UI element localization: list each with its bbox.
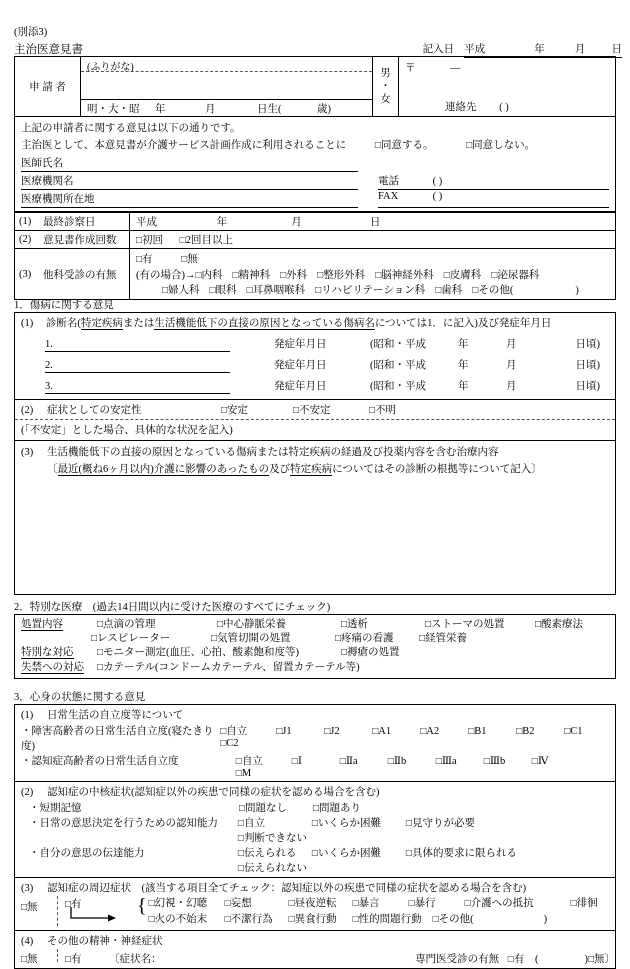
communication-ability-options [238, 845, 615, 875]
treatment-tail: についてはその診断の根拠等について記入〕 [332, 464, 542, 475]
dept-jibiinkoka-checkbox[interactable]: □ 耳鼻咽喉科 [247, 285, 306, 296]
stability-unknown-checkbox[interactable]: □ 不明 [369, 402, 396, 417]
med-dialysis-checkbox[interactable]: □ 透析 [341, 618, 425, 632]
arrow-right-icon [70, 907, 118, 923]
med-tube-feeding-checkbox[interactable]: □ 経管栄養 [419, 632, 467, 646]
dei-b1-checkbox[interactable]: □ B1 [468, 726, 516, 737]
contact-field[interactable] [445, 99, 509, 114]
dei-a2-checkbox[interactable]: □ A2 [420, 726, 468, 737]
tel-input[interactable] [378, 173, 609, 190]
bpsd-unclean-behavior-checkbox[interactable]: □ 不潔行為 [225, 912, 289, 928]
dei-b2-checkbox[interactable]: □ B2 [516, 726, 564, 737]
birth-era-options: 明・大・昭 [87, 103, 140, 115]
dementia-elderly-independence-label: ・認知症高齢者の日常生活自立度 [21, 756, 179, 767]
institution-row [21, 173, 609, 190]
other-psych-vertical-divider [57, 949, 58, 962]
treatment-content-items-line2-row [15, 632, 615, 646]
consent-disagree-checkbox[interactable]: □ 同意しない。 [466, 140, 535, 151]
applicant-name-input[interactable] [81, 72, 372, 99]
treatment-bracket-open: 〔 [47, 464, 58, 475]
section1-box [14, 312, 616, 595]
last-exam-month-unit: 月 [291, 217, 302, 228]
other-psych-none-checkbox[interactable]: □ 無 [21, 951, 57, 966]
sex-male-label: 男 [380, 67, 391, 79]
dei-c1-checkbox[interactable]: □ C1 [564, 726, 612, 737]
doctor-name-input[interactable]: 医師氏名 [21, 155, 358, 172]
contact-label: 連絡先 [445, 102, 477, 113]
onset-label-3: 発症年月日 [274, 381, 327, 392]
entry-date-day-unit: 日 [611, 44, 622, 55]
med-monitor-measurement-checkbox[interactable]: □ モニター測定(血圧、心拍、酸素飽和度等) [97, 646, 341, 660]
core-symptoms-title: 認知症の中核症状(認知症以外の疾患で同様の症状を認める場合を含む) [47, 787, 380, 798]
applicant-row [15, 57, 615, 117]
ca-limited-to-specific-checkbox[interactable]: □ 具体的要求に限られる [406, 845, 548, 860]
other-psych-yes-checkbox[interactable]: □ 有 [65, 951, 109, 966]
diagnosis-underline-1: 特定疾病 [80, 318, 123, 329]
dem-m-checkbox[interactable]: □ M [236, 768, 284, 779]
onset-year-3[interactable]: 年 [458, 381, 469, 392]
dept-naika-checkbox[interactable]: □ 内科 [196, 270, 223, 281]
bpsd-delusion-checkbox[interactable]: □ 妄想 [225, 896, 289, 912]
onset-day-3[interactable]: 日頃) [575, 381, 600, 392]
dei-j1-checkbox[interactable]: □ J1 [276, 726, 324, 737]
bpsd-num: (3) [21, 883, 34, 894]
other-psych-title: その他の精神・神経症状 [47, 935, 163, 947]
core-symptoms-title-row [21, 784, 615, 799]
bpsd-hallucination-checkbox[interactable]: □ 幻視・幻聴 [149, 896, 225, 912]
dei-j2-checkbox[interactable]: □ J2 [324, 726, 372, 737]
short-term-memory-row [21, 800, 615, 815]
diagnosis-name-input-1[interactable]: 1. [45, 339, 230, 352]
stability-label: 症状としての安定性 [47, 405, 142, 416]
consent-block [15, 117, 615, 212]
dem-1-checkbox[interactable]: □ Ⅰ [292, 755, 340, 767]
last-exam-year-unit: 年 [216, 217, 228, 228]
dementia-elderly-independence-options [236, 753, 615, 779]
bpsd-options-row [21, 896, 615, 928]
furigana-label[interactable]: (ふりがな) [81, 57, 372, 72]
fax-paren: ( ) [432, 191, 443, 202]
onset-day-1[interactable]: 日頃) [575, 339, 600, 350]
diagnosis-row-1 [15, 336, 615, 352]
stability-note: (「不安定」とした場合、具体的な状況を記入) [21, 425, 233, 436]
treatment-content-label: 処置内容 [21, 619, 63, 630]
onset-month-3[interactable]: 月 [506, 381, 517, 392]
report-count-label: 意見書作成回数 [43, 235, 117, 246]
other-psych-title-row [21, 933, 615, 948]
disabled-elderly-independence-label: ・障害高齢者の日常生活自立度(寝たきり度) [21, 726, 214, 752]
bpsd-other-checkbox[interactable]: □ その他( [433, 912, 474, 928]
independence-block [15, 705, 615, 781]
brace-icon: { [137, 895, 147, 917]
report-count-first-checkbox[interactable]: □ 初回 [136, 235, 163, 246]
last-exam-number: (1) [19, 216, 32, 227]
short-term-memory-label: ・短期記憶 [29, 803, 82, 814]
med-bedsore-care-checkbox[interactable]: □ 褥瘡の処置 [341, 646, 400, 660]
independence-title-row [21, 707, 615, 722]
applicant-and-consent-table [14, 56, 616, 300]
treatment-line2 [21, 461, 615, 476]
last-exam-day-unit: 日 [369, 217, 381, 228]
med-pain-nursing-checkbox[interactable]: □ 疼痛の看護 [335, 632, 419, 646]
signature-rows [21, 155, 609, 208]
dept-fujinka-checkbox[interactable]: □ 婦人科 [162, 285, 200, 296]
da-independent-checkbox[interactable]: □ 自立 [238, 815, 312, 830]
bpsd-sexual-behavior-checkbox[interactable]: □ 性的問題行動 [353, 912, 433, 928]
dept-hifuka-checkbox[interactable]: □ 皮膚科 [444, 270, 482, 281]
report-count-repeat-checkbox[interactable]: □ 2回目以上 [180, 235, 233, 246]
dept-hinyokika-checkbox[interactable]: □ 泌尿器科 [491, 270, 539, 281]
stability-num: (2) [21, 405, 34, 416]
other-dept-list-line2 [136, 282, 615, 297]
bpsd-yes-checkbox[interactable]: □ 有 [65, 898, 82, 910]
dept-ganka-checkbox[interactable]: □ 眼科 [210, 285, 237, 296]
other-psych-symptom-input[interactable]: 〔症状名： [109, 953, 162, 965]
independence-num: (1) [21, 710, 34, 721]
report-count-label-cell [15, 231, 130, 248]
diagnosis-text-b: または [122, 318, 155, 329]
bpsd-violence-checkbox[interactable]: □ 暴行 [409, 896, 465, 912]
dept-seishinka-checkbox[interactable]: □ 精神科 [233, 270, 271, 281]
incontinence-response-items [97, 661, 615, 675]
table-row-other-dept [15, 248, 615, 299]
communication-ability-row [21, 845, 615, 875]
other-dept-no-checkbox[interactable]: □ 無 [181, 254, 198, 265]
birth-age-unit: 歳) [317, 103, 331, 115]
dem-2b-checkbox[interactable]: □ Ⅱb [388, 755, 436, 767]
birth-day-unit: 日生( [257, 103, 282, 115]
institution-address-row [21, 191, 609, 208]
bpsd-pica-checkbox[interactable]: □ 異食行動 [289, 912, 353, 928]
diagnosis-row-3 [15, 378, 615, 394]
fax-input[interactable] [378, 191, 609, 208]
other-dept-label-cell [15, 249, 130, 299]
other-psych-block [15, 931, 615, 968]
da-somewhat-difficult-checkbox[interactable]: □ いくらか困難 [312, 815, 406, 830]
med-catheter-checkbox[interactable]: □ カテーテル(コンドームカテーテル、留置カテーテル等) [97, 661, 360, 675]
onset-month-1[interactable]: 月 [506, 339, 517, 350]
specialist-visit-no-checkbox[interactable]: □ 無〕 [588, 954, 615, 965]
applicant-address-cell[interactable] [399, 57, 615, 116]
onset-year-2[interactable]: 年 [458, 360, 469, 371]
onset-era-3[interactable]: (昭和・平成 [370, 381, 426, 392]
dem-jiritsu-checkbox[interactable]: □ 自立 [236, 753, 292, 768]
sex-separator: ・ [380, 80, 391, 92]
dem-3b-checkbox[interactable]: □ Ⅲb [484, 755, 532, 767]
dept-geka-checkbox[interactable]: □ 外科 [280, 270, 307, 281]
dementia-elderly-independence-row [21, 753, 615, 779]
tel-label: 電話 [378, 176, 399, 187]
onset-month-2[interactable]: 月 [506, 360, 517, 371]
dept-seikeigeka-checkbox[interactable]: □ 整形外科 [317, 270, 365, 281]
birth-year-unit: 年 [155, 103, 166, 115]
treatment-line1 [21, 444, 615, 459]
core-symptoms-num: (2) [21, 787, 34, 798]
table-row-last-exam [15, 212, 615, 230]
bpsd-yes-wrapper [65, 896, 137, 911]
dept-noshinkeigeka-checkbox[interactable]: □ 脳神経外科 [375, 270, 434, 281]
onset-label-2: 発症年月日 [274, 360, 327, 371]
bpsd-other-close: ) [543, 913, 548, 925]
entry-date-year-unit: 年 [534, 44, 545, 55]
ca-cannot-communicate-checkbox[interactable]: □ 伝えられない [238, 860, 307, 875]
dem-3a-checkbox[interactable]: □ Ⅲa [436, 755, 484, 767]
dept-shika-checkbox[interactable]: □ 歯科 [435, 285, 462, 296]
communication-ability-label: ・自分の意思の伝達能力 [29, 848, 145, 859]
bpsd-none-checkbox[interactable]: □ 無 [21, 896, 57, 914]
specialist-visit-paren-open: ( [534, 953, 539, 965]
last-exam-era: 平成 [136, 217, 157, 228]
stability-unstable-checkbox[interactable]: □ 不安定 [293, 402, 369, 417]
bpsd-care-resistance-checkbox[interactable]: □ 介護への抵抗 [465, 896, 571, 912]
report-count-number: (2) [19, 234, 32, 245]
consent-line2 [21, 137, 609, 152]
dei-c2-checkbox[interactable]: □ C2 [220, 738, 268, 749]
bpsd-items [149, 896, 615, 928]
entry-date-month-unit: 月 [574, 44, 586, 55]
page-title: 主治医意見書 [14, 44, 83, 56]
diagnosis-underline-2: 生活機能低下の直接の原因となっている傷病名 [154, 318, 375, 329]
treatment-mid: 及び [269, 464, 291, 475]
specialist-visit-group [415, 951, 615, 966]
other-dept-label: 他科受診の有無 [43, 269, 117, 281]
section1-heading: 1．傷病に関する意見 [14, 300, 114, 311]
report-count-options [130, 231, 615, 248]
med-oxygen-therapy-checkbox[interactable]: □ 酸素療法 [535, 618, 583, 632]
ca-somewhat-difficult-checkbox[interactable]: □ いくらか困難 [312, 845, 406, 860]
bpsd-title-row [21, 880, 615, 895]
bpsd-fire-carelessness-checkbox[interactable]: □ 火の不始末 [149, 912, 225, 928]
treatment-question [15, 441, 615, 594]
entry-date-label: 記入日 [422, 44, 455, 55]
diagnosis-name-input-2[interactable]: 2. [45, 360, 230, 373]
last-exam-label: 最終診察日 [43, 217, 96, 228]
specialist-visit-label: 専門医受診の有無 [415, 953, 500, 965]
diagnosis-row-2 [15, 357, 615, 373]
entry-date-era: 平成 [464, 44, 486, 55]
doctor-name-row [21, 155, 609, 172]
last-exam-date-input[interactable] [130, 213, 615, 230]
zip-dash: — [450, 63, 461, 74]
treatment-freetext-area[interactable] [21, 476, 615, 594]
other-psych-num: (4) [21, 935, 34, 947]
stm-problem-checkbox[interactable]: □ 問題あり [313, 800, 361, 815]
dei-jiritsu-checkbox[interactable]: □ 自立 [220, 723, 276, 738]
table-row-report-count [15, 230, 615, 248]
diagnosis-question [15, 313, 615, 331]
consent-agree-checkbox[interactable]: □ 同意する。 [375, 140, 434, 151]
other-dept-if-yes: (有の場合)→ [136, 270, 196, 281]
birth-month-unit: 月 [205, 103, 216, 115]
stm-no-problem-checkbox[interactable]: □ 問題なし [239, 800, 313, 815]
bpsd-verbal-abuse-checkbox[interactable]: □ 暴言 [353, 896, 409, 912]
special-response-label-cell [21, 646, 97, 660]
ca-can-communicate-checkbox[interactable]: □ 伝えられる [238, 845, 312, 860]
bpsd-items-line2 [149, 912, 615, 928]
decision-ability-label: ・日常の意思決定を行うための認知能力 [29, 818, 218, 829]
core-symptoms-block [15, 782, 615, 877]
short-term-memory-options [239, 800, 361, 815]
onset-year-1[interactable]: 年 [458, 339, 469, 350]
onset-day-2[interactable]: 日頃) [575, 360, 600, 371]
diagnosis-name-input-3[interactable]: 3. [45, 381, 230, 394]
da-needs-supervision-checkbox[interactable]: □ 見守りが必要 [406, 815, 548, 830]
tel-paren: ( ) [432, 176, 443, 187]
applicant-birthdate-row[interactable] [81, 99, 372, 116]
zip-field[interactable] [405, 60, 461, 75]
treatment-content-label-cell [21, 618, 97, 632]
incontinence-response-row [15, 661, 615, 675]
attachment-note: (別添3) [14, 27, 48, 38]
treatment-text1: 生活機能低下の直接の原因となっている傷病または特定疾病の経過及び投薬内容を含む治療内容 [47, 447, 499, 458]
fax-label: FAX [378, 191, 399, 202]
diagnosis-text-c: については1．に記入)及び発症年月日 [374, 318, 552, 329]
applicant-label: 申 請 者 [15, 57, 81, 116]
dept-other-close: ) [575, 285, 579, 296]
bpsd-title: 認知症の周辺症状 (該当する項目全てチェック：認知症以外の疾患で同様の症状を認める場合を含む) [47, 883, 527, 894]
other-dept-yes-checkbox[interactable]: □ 有 [136, 254, 153, 265]
stability-question [15, 400, 615, 419]
section3-heading: 3．心身の状態に関する意見 [14, 692, 146, 703]
special-response-row [15, 646, 615, 660]
institution-address-input[interactable]: 医療機関所在地 [21, 191, 358, 208]
section2-heading: 2．特別な医療 (過去14日間以内に受けた医療のすべてにチェック) [14, 602, 331, 613]
dept-other-checkbox[interactable]: □ その他( [472, 285, 513, 296]
incontinence-response-label: 失禁への対応 [21, 661, 84, 673]
med-tracheostomy-checkbox[interactable]: □ 気管切開の処置 [211, 632, 335, 646]
special-response-items [97, 646, 615, 660]
other-dept-number: (3) [19, 268, 32, 280]
incontinence-response-label-cell [21, 661, 97, 675]
treatment-underline-2: 特定疾病 [290, 464, 333, 475]
stability-label-cell [21, 402, 221, 417]
da-cannot-decide-checkbox[interactable]: □ 判断できない [238, 830, 307, 845]
disabled-elderly-independence-row [21, 723, 615, 753]
dem-2a-checkbox[interactable]: □ Ⅱa [340, 755, 388, 767]
dem-4-checkbox[interactable]: □ Ⅳ [532, 755, 580, 767]
independence-title: 日常生活の自立度等について [47, 710, 184, 721]
dei-a1-checkbox[interactable]: □ A1 [372, 726, 420, 737]
dept-rehabilitation-checkbox[interactable]: □ リハビリテーション科 [315, 285, 425, 296]
treatment-content-items-line2 [91, 632, 615, 646]
section3-box [14, 704, 616, 969]
special-response-label: 特別な対応 [21, 647, 74, 659]
treatment-underline-1: 最近(概ね6ヶ月以内)介護に影響のあったもの [57, 464, 270, 475]
med-iv-management-checkbox[interactable]: □ 点滴の管理 [97, 618, 217, 632]
other-dept-options [130, 249, 615, 299]
treatment-content-items-line1 [97, 618, 615, 632]
med-respirator-checkbox[interactable]: □ レスピレーター [91, 632, 211, 646]
specialist-visit-yes-checkbox[interactable]: □ 有 [508, 954, 525, 965]
section2-box [14, 614, 616, 679]
other-dept-list-line1 [136, 267, 615, 282]
treatment-num: (3) [21, 447, 34, 458]
applicant-sex-cell[interactable] [373, 57, 399, 116]
diagnosis-text-a: 診断名( [45, 318, 81, 329]
consent-line1: 上記の申請者に関する意見は以下の通りです。 [21, 123, 241, 134]
bpsd-block [15, 878, 615, 930]
treatment-content-row [15, 618, 615, 632]
med-central-venous-nutrition-checkbox[interactable]: □ 中心静脈栄養 [217, 618, 341, 632]
disabled-elderly-independence-options [220, 723, 615, 749]
contact-paren: ( ) [499, 102, 509, 113]
other-dept-yesno [136, 251, 615, 266]
applicant-name-cell [81, 57, 373, 116]
other-psych-options-row [21, 949, 615, 966]
bpsd-wandering-checkbox[interactable]: □ 徘徊 [571, 896, 598, 912]
decision-ability-options [238, 815, 615, 845]
zip-mark-icon: 〒 [405, 63, 416, 74]
diagnosis-num: (1) [21, 318, 34, 329]
institution-name-input[interactable]: 医療機関名 [21, 173, 358, 190]
bpsd-day-night-reversal-checkbox[interactable]: □ 昼夜逆転 [289, 896, 353, 912]
sex-female-label: 女 [380, 94, 391, 106]
onset-era-2[interactable]: (昭和・平成 [370, 360, 426, 371]
bpsd-items-line1 [149, 896, 615, 912]
onset-label-1: 発症年月日 [274, 339, 327, 350]
decision-ability-row [21, 815, 615, 845]
med-stoma-care-checkbox[interactable]: □ ストーマの処置 [425, 618, 535, 632]
specialist-visit-paren-close: ) [584, 953, 588, 965]
onset-era-1[interactable]: (昭和・平成 [370, 339, 426, 350]
consent-line2-text: 主治医として、本意見書が介護サービス計画作成に利用されることに [21, 140, 347, 151]
bpsd-vertical-divider [57, 896, 58, 926]
last-exam-label-cell [15, 213, 130, 230]
stability-stable-checkbox[interactable]: □ 安定 [221, 402, 293, 417]
